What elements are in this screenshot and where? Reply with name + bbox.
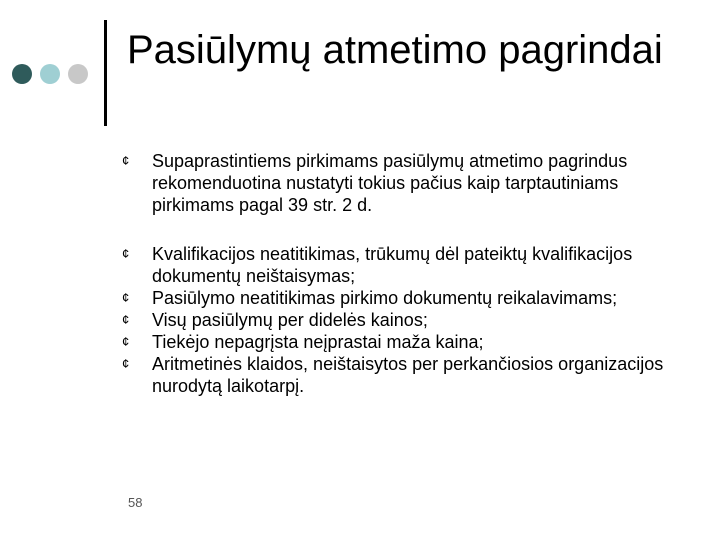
bullet-marker: ¢	[122, 312, 130, 327]
bullet-text: Pasiūlymo neatitikimas pirkimo dokumentų reikalavimams;	[152, 288, 618, 308]
bullet-item	[122, 287, 682, 309]
bullet-gap	[122, 216, 682, 243]
decorative-dots	[12, 64, 88, 84]
bullet-marker: ¢	[122, 246, 130, 261]
decor-dot-dark	[12, 64, 32, 84]
slide-title: Pasiūlymų atmetimo pagrindai	[127, 28, 663, 72]
decor-dot-teal	[40, 64, 60, 84]
bullet-item	[122, 243, 682, 287]
bullet-marker: ¢	[122, 290, 130, 305]
bullet-marker: ¢	[122, 334, 130, 349]
bullet-text: Supaprastintiems pirkimams pasiūlymų atmetimo pagrindus rekomenduotina nustatyti tokius pačius kaip tarptautiniams pirkimams pagal 39 str. 2 d.	[152, 151, 628, 215]
decor-dot-gray	[68, 64, 88, 84]
page-number: 58	[128, 495, 143, 510]
bullet-marker: ¢	[122, 356, 130, 371]
bullet-marker: ¢	[122, 153, 130, 168]
bullet-text: Visų pasiūlymų per didelės kainos;	[152, 310, 428, 330]
bullet-item	[122, 150, 682, 216]
bullet-text: Tiekėjo nepagrįsta neįprastai maža kaina;	[152, 332, 484, 352]
bullet-item	[122, 309, 682, 331]
bullet-item	[122, 353, 682, 397]
bullet-list	[122, 150, 682, 397]
bullet-text: Aritmetinės klaidos, neištaisytos per perkančiosios organizacijos nurodytą laikotarpį.	[152, 354, 664, 396]
bullet-text: Kvalifikacijos neatitikimas, trūkumų dėl pateiktų kvalifikacijos dokumentų neištaisymas;	[152, 244, 633, 286]
title-divider	[104, 20, 107, 126]
bullet-item	[122, 331, 682, 353]
